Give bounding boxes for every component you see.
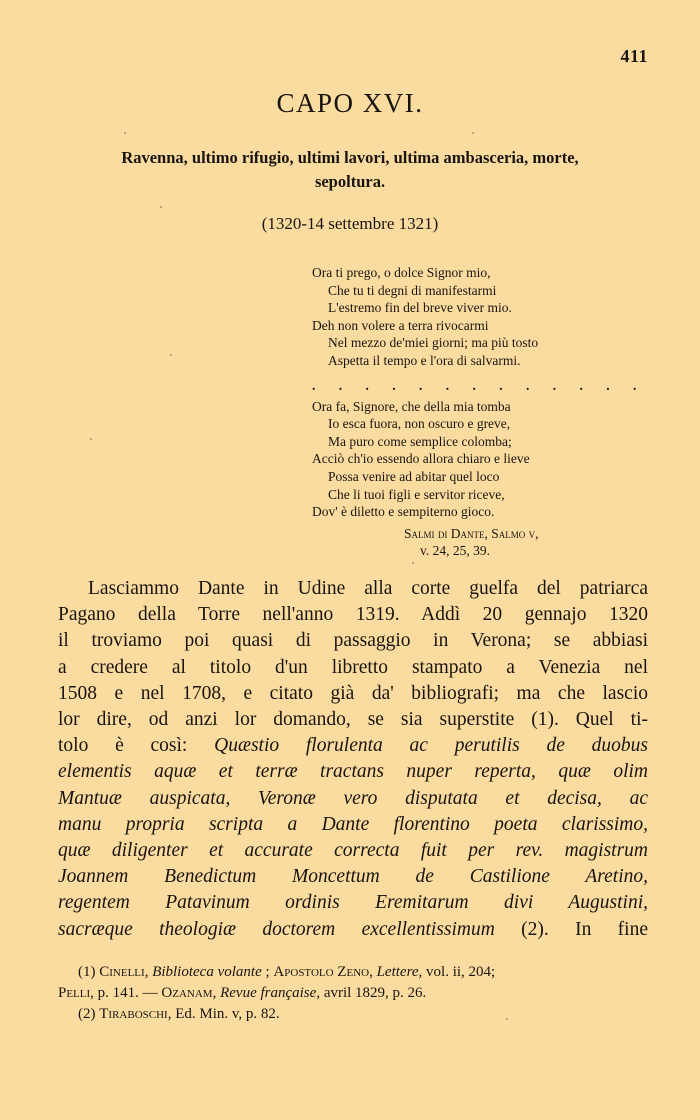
verse-line: L'estremo fin del breve viver mio. <box>328 300 512 316</box>
footnote-author: Apostolo Zeno <box>273 964 370 980</box>
paper-speck <box>160 206 162 208</box>
body-line <box>58 890 648 916</box>
footnote-work-title: Lettere <box>376 964 419 980</box>
footnote-marker: (2) <box>78 1006 100 1022</box>
footnote-text: ; <box>261 964 274 980</box>
body-line: Lasciammo Dante in Udine alla corte guelfa del patriarca <box>88 578 648 599</box>
footnote-author: Pelli <box>58 985 91 1001</box>
chapter-subtitle-line: sepoltura. <box>314 172 386 191</box>
verse-line: Possa venire ad abitar quel loco <box>328 468 500 484</box>
latin-title-run: Mantuæ auspicata, Veronæ vero disputata et decisa, ac <box>58 787 648 809</box>
body-line: lor dire, od anzi lor domando, se sia superstite (1). Quel ti- <box>58 709 648 731</box>
footnote-1 <box>58 962 648 983</box>
chapter-subtitle-line: Ravenna, ultimo rifugio, ultimi lavori, ultima ambasceria, morte, <box>121 148 579 167</box>
body-line <box>58 759 648 785</box>
verse-line: Dov' è diletto e sempiterno gioco. <box>312 504 495 520</box>
latin-title-run: elementis aquæ et terræ tractans nuper reperta, quæ olim <box>58 761 648 783</box>
footnote-author: Ozanam <box>161 985 213 1001</box>
body-line: il troviamo poi quasi di passaggio in Verona; se abbiasi <box>58 630 648 652</box>
body-line <box>58 733 648 759</box>
body-line <box>58 786 648 812</box>
page-number: 411 <box>620 46 648 66</box>
footnote-text: , p. 141. — <box>90 985 162 1001</box>
paper-speck <box>472 132 474 134</box>
verse-line: Io esca fuora, non oscuro e greve, <box>328 416 511 432</box>
paper-speck <box>170 354 172 356</box>
paper-speck <box>506 1018 508 1020</box>
footnote-text: , <box>369 964 377 980</box>
body-line: a credere al titolo d'un libretto stampato a Venezia nel <box>58 656 648 678</box>
footnote-work-title: Biblioteca volante <box>152 964 262 980</box>
verse-line: Nel mezzo de'miei giorni; ma più tosto <box>328 335 539 351</box>
latin-title-run: sacræque theologiæ doctorem excellentissimum <box>58 918 495 940</box>
verse-line: Acciò ch'io essendo allora chiaro e lieve <box>312 451 530 467</box>
verse-line: Che li tuoi figli e servitor riceve, <box>328 486 505 502</box>
footnote-2 <box>58 1004 648 1025</box>
chapter-title: CAPO XVI. <box>276 88 424 118</box>
latin-title-run: regentem Patavinum ordinis Eremitarum divi Augustini, <box>58 892 648 914</box>
verse-citation: Salmi di Dante, Salmo v, <box>404 525 539 541</box>
latin-title-run: Quæstio florulenta ac perutilis de duobus <box>214 735 648 757</box>
latin-title-run: manu propria scripta a Dante florentino poeta clarissimo, <box>58 813 648 835</box>
footnote-1-continued <box>58 983 648 1004</box>
body-line <box>58 838 648 864</box>
body-line <box>58 917 648 943</box>
footnote-text: , vol. ii, 204; <box>418 964 496 980</box>
footnote-text: , avril 1829, p. 26. <box>316 985 427 1001</box>
body-line <box>58 864 648 890</box>
latin-title-run: quæ diligenter et accurate correcta fuit per rev. magistrum <box>58 840 648 862</box>
verse-line: Aspetta il tempo e l'ora di salvarmi. <box>328 352 521 368</box>
body-paragraph <box>58 576 648 943</box>
verse-citation-verses: v. 24, 25, 39. <box>420 543 490 559</box>
body-text-run: (2). In fine <box>494 918 648 940</box>
footnote-author: Tiraboschi <box>99 1006 168 1022</box>
verse-line: Ora ti prego, o dolce Signor mio, <box>312 265 491 280</box>
paper-speck <box>90 438 92 440</box>
body-line: Pagano della Torre nell'anno 1319. Addì 20 gennajo 1320 <box>58 604 648 626</box>
epigraph-verse <box>312 264 647 560</box>
body-line: 1508 e nel 1708, e citato già da' bibliografi; ma che lascio <box>58 682 648 704</box>
footnote-text: , Ed. Min. v, p. 82. <box>167 1006 280 1022</box>
verse-line: Deh non volere a terra rivocarmi <box>312 317 489 333</box>
verse-ellipsis: . . . . . . . . . . . . . <box>312 377 647 393</box>
chapter-subtitle <box>60 146 640 194</box>
paper-speck <box>124 132 126 134</box>
footnote-marker: (1) <box>78 964 100 980</box>
footnote-text: , <box>212 985 221 1001</box>
body-text-run: tolo è così: <box>58 735 215 757</box>
footnote-author: Cinelli <box>99 964 145 980</box>
verse-line: Che tu ti degni di manifestarmi <box>328 282 497 298</box>
verse-line: Ora fa, Signore, che della mia tomba <box>312 398 511 414</box>
body-line <box>58 812 648 838</box>
chapter-dates: (1320-14 settembre 1321) <box>261 214 439 233</box>
latin-title-run: Joannem Benedictum Moncettum de Castilione Aretino, <box>58 866 648 888</box>
footnotes <box>58 962 648 1025</box>
footnote-work-title: Revue française <box>220 985 317 1001</box>
verse-line: Ma puro come semplice colomba; <box>328 433 512 449</box>
paper-speck <box>412 562 414 564</box>
footnote-text: , <box>144 964 153 980</box>
